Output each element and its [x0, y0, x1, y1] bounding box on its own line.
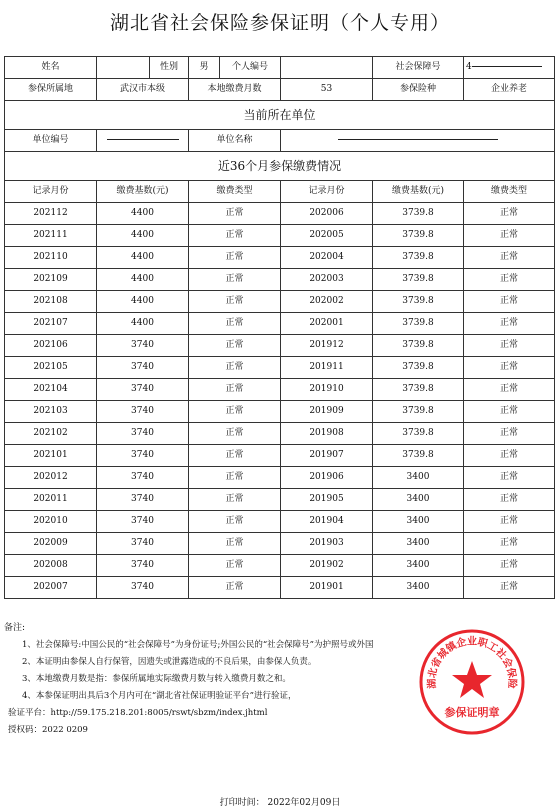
- records-header-row: [5, 181, 555, 203]
- table-cell: 4400: [97, 313, 189, 335]
- table-row: [5, 247, 555, 269]
- unit-no-label: 单位编号: [5, 130, 97, 152]
- note-item-2: 2、本证明由参保人自行保管，因遗失或泄露造成的不良后果，由参保人负责。: [22, 657, 317, 667]
- records-section-title: 近36个月参保缴费情况: [5, 152, 555, 181]
- table-cell: 3740: [97, 401, 189, 423]
- table-cell: 202004: [281, 247, 373, 269]
- table-cell: 202109: [5, 269, 97, 291]
- table-cell: 3740: [97, 555, 189, 577]
- table-cell: 正常: [464, 555, 555, 577]
- table-cell: 正常: [189, 225, 281, 247]
- records-header-cell: 缴费基数(元): [373, 181, 464, 203]
- table-cell: 正常: [464, 577, 555, 599]
- insurance-type-value: 企业养老: [464, 79, 555, 101]
- ssn-value: [464, 57, 555, 79]
- table-cell: 202107: [5, 313, 97, 335]
- name-label: 姓名: [5, 57, 97, 79]
- table-cell: 3400: [373, 467, 464, 489]
- table-row: [5, 467, 555, 489]
- table-cell: 201910: [281, 379, 373, 401]
- gender-value: 男: [199, 62, 209, 72]
- unit-row: [5, 130, 555, 152]
- table-cell: 正常: [189, 269, 281, 291]
- seal-ring-text: 湖北省城镇企业职工社会保险: [426, 636, 518, 689]
- table-cell: 201907: [281, 445, 373, 467]
- table-cell: 202102: [5, 423, 97, 445]
- table-cell: 正常: [189, 247, 281, 269]
- table-row: [5, 225, 555, 247]
- table-cell: 正常: [189, 423, 281, 445]
- table-row: [5, 555, 555, 577]
- table-cell: 202012: [5, 467, 97, 489]
- unit-name-label: 单位名称: [189, 130, 281, 152]
- records-header-cell: 记录月份: [5, 181, 97, 203]
- table-cell: 正常: [189, 577, 281, 599]
- table-cell: 201912: [281, 335, 373, 357]
- table-row: [5, 533, 555, 555]
- table-cell: 201911: [281, 357, 373, 379]
- table-cell: 201906: [281, 467, 373, 489]
- table-cell: 202006: [281, 203, 373, 225]
- table-cell: 202003: [281, 269, 373, 291]
- table-cell: 202111: [5, 225, 97, 247]
- table-row: [5, 489, 555, 511]
- unit-name-value: [281, 130, 555, 152]
- note-item-4: 4、本参保证明出具后3个月内可在“湖北省社保证明验证平台”进行验证，: [22, 691, 297, 701]
- unit-name-redaction: [338, 139, 498, 140]
- table-cell: 正常: [189, 335, 281, 357]
- table-cell: 正常: [464, 445, 555, 467]
- table-cell: 3740: [97, 467, 189, 489]
- table-row: [5, 511, 555, 533]
- document-title: 湖北省社会保险参保证明（个人专用）: [109, 12, 450, 34]
- table-cell: 202010: [5, 511, 97, 533]
- table-cell: 201903: [281, 533, 373, 555]
- table-cell: 202009: [5, 533, 97, 555]
- table-row: [5, 335, 555, 357]
- records-header-cell: 缴费类型: [464, 181, 555, 203]
- table-cell: 3740: [97, 489, 189, 511]
- table-cell: 正常: [189, 357, 281, 379]
- verify-platform: 验证平台：http://59.175.218.201:8005/rswt/sbzm/index.jhtml: [8, 708, 268, 718]
- table-cell: 3740: [97, 511, 189, 533]
- table-cell: 正常: [464, 335, 555, 357]
- table-cell: 201909: [281, 401, 373, 423]
- table-cell: 202112: [5, 203, 97, 225]
- table-cell: 正常: [464, 401, 555, 423]
- table-cell: 202011: [5, 489, 97, 511]
- table-row: [5, 379, 555, 401]
- table-cell: 202101: [5, 445, 97, 467]
- table-cell: 3740: [97, 357, 189, 379]
- table-cell: 4400: [97, 247, 189, 269]
- table-cell: 正常: [189, 511, 281, 533]
- table-cell: 4400: [97, 291, 189, 313]
- table-cell: 正常: [189, 445, 281, 467]
- unit-no-value: [97, 130, 189, 152]
- table-row: [5, 291, 555, 313]
- table-cell: 正常: [464, 511, 555, 533]
- records-header-cell: 缴费基数(元): [97, 181, 189, 203]
- table-cell: 202002: [281, 291, 373, 313]
- table-cell: 正常: [464, 467, 555, 489]
- records-section-row: [5, 152, 555, 181]
- table-cell: 201904: [281, 511, 373, 533]
- seal-star-icon: [452, 661, 492, 698]
- table-cell: 正常: [464, 357, 555, 379]
- table-cell: 3739.8: [373, 313, 464, 335]
- table-cell: 202008: [5, 555, 97, 577]
- table-cell: 正常: [464, 291, 555, 313]
- records-header-cell: 记录月份: [281, 181, 373, 203]
- table-cell: 3400: [373, 577, 464, 599]
- table-cell: 3740: [97, 445, 189, 467]
- table-cell: 正常: [189, 489, 281, 511]
- certificate-table: [4, 56, 555, 599]
- table-cell: 202005: [281, 225, 373, 247]
- local-months-value: 53: [281, 79, 373, 101]
- table-cell: 4400: [97, 269, 189, 291]
- table-cell: 3739.8: [373, 379, 464, 401]
- table-cell: 3739.8: [373, 203, 464, 225]
- table-cell: 正常: [464, 533, 555, 555]
- table-cell: 202001: [281, 313, 373, 335]
- table-cell: 3740: [97, 335, 189, 357]
- personal-no-label: 个人编号: [219, 57, 280, 78]
- table-cell: 正常: [189, 467, 281, 489]
- print-time: 打印时间： 2022年02月09日: [219, 798, 341, 808]
- note-item-3: 3、本地缴费月数是指：参保所属地实际缴费月数与转入缴费月数之和。: [22, 674, 291, 684]
- table-cell: 正常: [189, 203, 281, 225]
- unit-section-title: 当前所在单位: [5, 101, 555, 130]
- table-cell: 202104: [5, 379, 97, 401]
- table-cell: 202105: [5, 357, 97, 379]
- table-cell: 202106: [5, 335, 97, 357]
- table-cell: 正常: [464, 203, 555, 225]
- info-row-2: [5, 79, 555, 101]
- notes: [4, 620, 434, 739]
- table-cell: 正常: [464, 225, 555, 247]
- table-cell: 4400: [97, 203, 189, 225]
- table-cell: 201905: [281, 489, 373, 511]
- table-cell: 202007: [5, 577, 97, 599]
- ssn-redaction: [472, 66, 542, 67]
- table-cell: 3739.8: [373, 335, 464, 357]
- table-cell: 正常: [189, 401, 281, 423]
- table-cell: 正常: [464, 423, 555, 445]
- unit-section-row: [5, 101, 555, 130]
- records-header-cell: 缴费类型: [189, 181, 281, 203]
- table-cell: 201902: [281, 555, 373, 577]
- table-cell: 3739.8: [373, 291, 464, 313]
- table-cell: 201901: [281, 577, 373, 599]
- table-cell: 3739.8: [373, 269, 464, 291]
- gender-label: 性别: [149, 57, 188, 78]
- table-row: [5, 423, 555, 445]
- table-cell: 3739.8: [373, 401, 464, 423]
- official-seal: [418, 628, 526, 736]
- region-label: 参保所属地: [5, 79, 97, 101]
- table-cell: 正常: [464, 247, 555, 269]
- table-cell: 正常: [464, 313, 555, 335]
- table-cell: 正常: [189, 379, 281, 401]
- table-row: [5, 357, 555, 379]
- seal-center-text: 参保证明章: [444, 706, 500, 719]
- ssn-label: 社会保障号: [373, 57, 464, 79]
- table-cell: 3740: [97, 533, 189, 555]
- table-cell: 3739.8: [373, 247, 464, 269]
- notes-heading: 备注:: [4, 623, 26, 633]
- table-cell: 202108: [5, 291, 97, 313]
- table-cell: 3740: [97, 577, 189, 599]
- note-item-1: 1、社会保障号:中国公民的“社会保障号”为身份证号;外国公民的“社会保障号”为护照号或外国: [22, 640, 374, 650]
- table-cell: 3400: [373, 489, 464, 511]
- table-row: [5, 269, 555, 291]
- auth-code: 授权码：2022 0209: [8, 725, 88, 735]
- table-row: [5, 313, 555, 335]
- table-row: [5, 445, 555, 467]
- table-cell: 202110: [5, 247, 97, 269]
- table-cell: 3400: [373, 533, 464, 555]
- table-cell: 正常: [464, 269, 555, 291]
- table-cell: 正常: [189, 533, 281, 555]
- table-cell: 正常: [189, 555, 281, 577]
- table-cell: 3740: [97, 379, 189, 401]
- personal-no-value: [281, 57, 373, 79]
- local-months-label: 本地缴费月数: [189, 79, 281, 101]
- table-cell: 3400: [373, 555, 464, 577]
- info-row-1: [5, 57, 555, 79]
- table-cell: 3739.8: [373, 357, 464, 379]
- insurance-type-label: 参保险种: [373, 79, 464, 101]
- name-value: [97, 57, 149, 78]
- table-cell: 202103: [5, 401, 97, 423]
- table-cell: 3739.8: [373, 225, 464, 247]
- ssn-prefix: 4: [466, 62, 472, 72]
- table-cell: 正常: [189, 313, 281, 335]
- table-cell: 4400: [97, 225, 189, 247]
- table-cell: 201908: [281, 423, 373, 445]
- region-value: 武汉市本级: [97, 79, 189, 101]
- table-cell: 3400: [373, 511, 464, 533]
- table-cell: 3739.8: [373, 445, 464, 467]
- table-cell: 3740: [97, 423, 189, 445]
- table-cell: 正常: [464, 379, 555, 401]
- table-row: [5, 203, 555, 225]
- table-cell: 正常: [464, 489, 555, 511]
- table-row: [5, 401, 555, 423]
- table-cell: 正常: [189, 291, 281, 313]
- table-row: [5, 577, 555, 599]
- unit-no-redaction: [107, 139, 179, 140]
- table-cell: 3739.8: [373, 423, 464, 445]
